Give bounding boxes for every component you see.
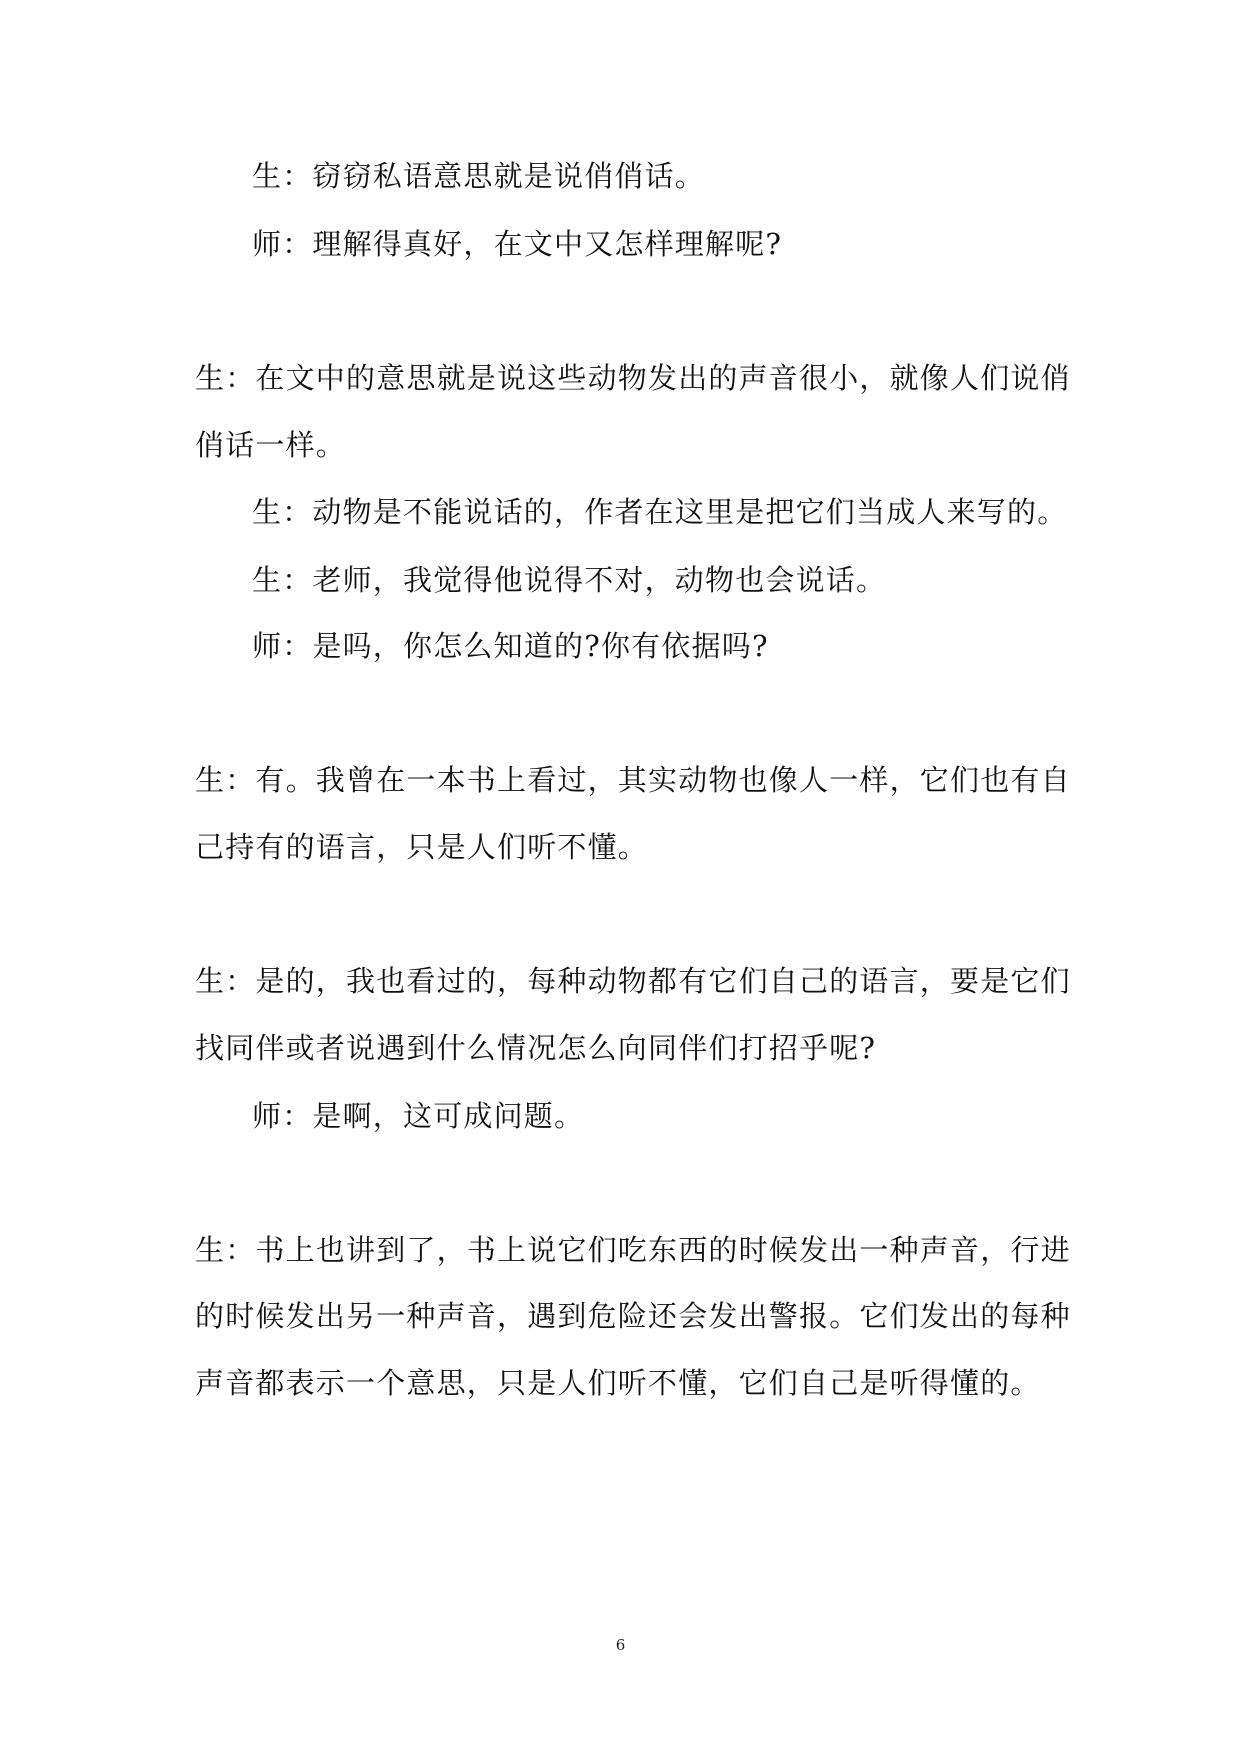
text-line-14: 的时候发出另一种声音，遇到危险还会发出警报。它们发出的每种 (195, 1299, 1071, 1333)
text-line-11: 找同伴或者说遇到什么情况怎么向同伴们打招乎呢? (195, 1031, 877, 1065)
text-line-12: 师：是啊，这可成问题。 (252, 1099, 585, 1133)
text-line-2: 师：理解得真好，在文中又怎样理解呢? (252, 227, 783, 261)
text-line-9: 己持有的语言，只是人们听不懂。 (195, 830, 649, 864)
page-number: 6 (615, 1636, 626, 1654)
text-line-4: 俏话一样。 (195, 428, 347, 462)
text-line-13: 生：书上也讲到了，书上说它们吃东西的时候发出一种声音，行进 (195, 1233, 1071, 1267)
text-line-10: 生：是的，我也看过的，每种动物都有它们自己的语言，要是它们 (195, 964, 1071, 998)
text-line-15: 声音都表示一个意思，只是人们听不懂，它们自己是听得懂的。 (195, 1366, 1041, 1400)
text-line-8: 生：有。我曾在一本书上看过，其实动物也像人一样，它们也有自 (195, 763, 1071, 797)
text-line-7: 师：是吗，你怎么知道的?你有依据吗? (252, 629, 769, 663)
text-line-1: 生：窃窃私语意思就是说俏俏话。 (252, 159, 706, 193)
text-line-5: 生：动物是不能说话的，作者在这里是把它们当成人来写的。 (252, 495, 1068, 529)
text-line-6: 生：老师，我觉得他说得不对，动物也会说话。 (252, 563, 887, 597)
text-line-3: 生：在文中的意思就是说这些动物发出的声音很小，就像人们说俏 (195, 361, 1071, 395)
